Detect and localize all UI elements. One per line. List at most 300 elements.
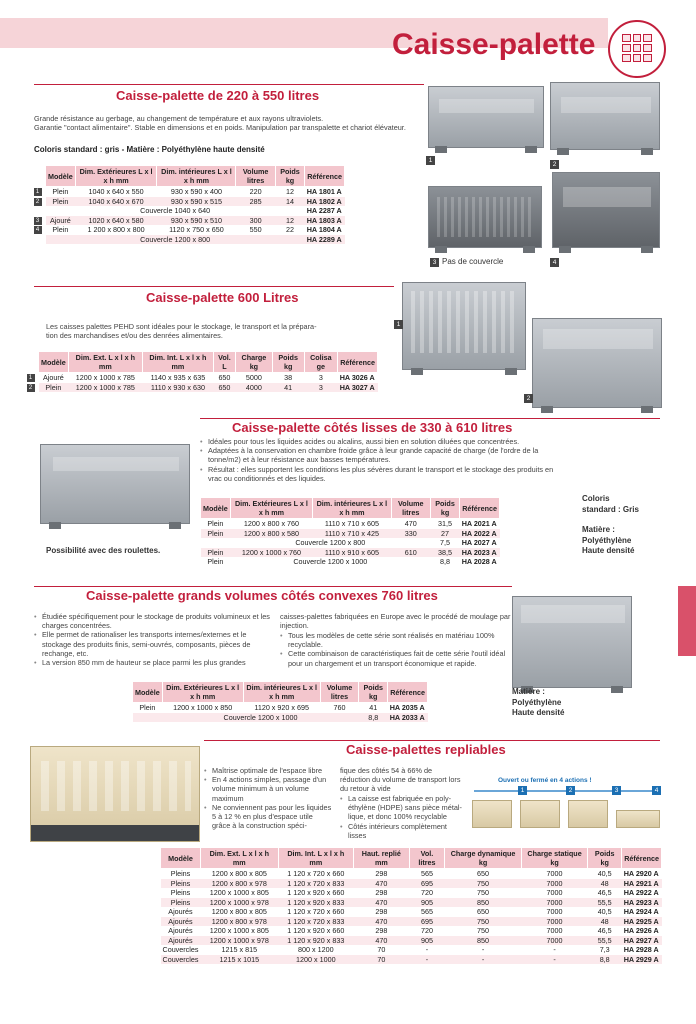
table-header: Dim. intérieures L x l x h mm	[313, 498, 392, 519]
row-number-badge: 2	[27, 384, 35, 392]
table-header: Poids kg	[272, 352, 304, 373]
table-row	[201, 548, 500, 558]
section-divider	[34, 84, 424, 85]
table-header: Dim. Ext. L x l x h mm	[68, 352, 142, 373]
step-image	[520, 800, 560, 828]
table-header: Dim. Ext. L x l x h mm	[200, 848, 278, 869]
table-cell: 470	[353, 936, 409, 946]
feature-item: • Adaptées à la conservation en chambre froide grâce à leur grande capacité de charge (de l'ordre de la tonne/m2) et à leur résistance aux basses températures.	[200, 446, 560, 464]
feature-text: fique des côtés 54 à 66% de réduction du volume de transport lors du retour à vide	[340, 766, 461, 794]
table-cell: HA 2028 A	[461, 557, 497, 566]
image-number-badge: 2	[524, 394, 533, 403]
crate-image	[428, 186, 542, 248]
steps-caption: Ouvert ou fermé en 4 actions !	[498, 777, 592, 784]
table-header: Dim. Int. L x l x h mm	[278, 848, 353, 869]
table-cell: 7000	[521, 898, 587, 908]
table-header: Charge dynamique kg	[445, 848, 522, 869]
table-cell: 1200 x 800 x 760	[243, 519, 300, 528]
table-cell: 720	[420, 926, 433, 935]
table-cell: 41	[272, 383, 304, 393]
table-cell: 46,5	[597, 926, 612, 935]
table-cell: HA 2289 A	[305, 235, 345, 245]
table-cell: 1040 x 640 x 550	[88, 187, 144, 196]
table-row	[46, 225, 345, 235]
crate-image	[532, 318, 662, 408]
table-cell: HA 2928 A	[623, 945, 659, 954]
table-cell: -	[521, 955, 587, 965]
table-row	[201, 557, 500, 567]
table-cell: 48	[588, 917, 622, 927]
table-cell: 48	[588, 879, 622, 889]
table-cell: 650	[218, 373, 231, 382]
table-cell: 1110 x 910 x 605	[313, 548, 392, 558]
table-cell: 695	[409, 917, 444, 927]
table-cell: 1200 x 1000	[278, 955, 353, 965]
table-cell: Couvercle 1200 x 800	[295, 538, 366, 547]
table-cell: 7000	[521, 936, 587, 946]
table-cell: Ajourés	[161, 917, 201, 927]
table-cell: HA 2023 A	[460, 548, 500, 558]
table-cell: 40,5	[597, 869, 612, 878]
table-cell: 1 120 x 720 x 833	[278, 917, 353, 927]
page-title: Caisse-palette	[392, 28, 596, 61]
table-cell: 1 120 x 720 x 833	[278, 879, 353, 889]
table-cell: Ajourés	[168, 926, 193, 935]
table-row	[161, 926, 662, 936]
table-cell: HA 2924 A	[623, 907, 659, 916]
table-row	[161, 879, 662, 889]
table-header: Modèle	[161, 848, 201, 869]
section-description: Garantie "contact alimentaire". Stable en dimensions et en poids. Manipulation par transpalette et chariot élévateur.	[34, 123, 406, 132]
table-cell: 70	[353, 955, 409, 965]
table-cell: Ajouré 3	[46, 216, 76, 226]
table-row	[46, 216, 345, 226]
table-header: Colisa ge	[304, 352, 338, 373]
table-cell: HA 1804 A	[306, 225, 342, 234]
table-cell: Plein 2	[46, 197, 76, 207]
table-cell: 300	[236, 216, 275, 226]
table-cell: 220	[249, 187, 262, 196]
table-cell: 7000	[521, 879, 587, 889]
table-row	[46, 197, 345, 207]
table-cell: 760	[333, 703, 346, 712]
feature-item: • La caisse est fabriquée en poly-éthylène (HDPE) sans pièce métal-lique, et donc 100% recyclable	[340, 794, 464, 822]
product-table	[28, 351, 378, 392]
table-cell: HA 2027 A	[461, 538, 497, 547]
table-cell: -	[445, 955, 522, 965]
table-cell: 1120 x 750 x 650	[169, 225, 224, 234]
table-header: Dim. Extérieures L x l x h mm	[162, 682, 243, 703]
table-cell: 8,8	[440, 557, 451, 566]
table-cell: HA 2923 A	[622, 898, 662, 908]
material-note: Coloris standard : Gris Matière : Polyéthylène Haute densité	[582, 494, 639, 555]
table-cell: 930 x 590 x 515	[157, 197, 236, 207]
row-number-badge: 1	[27, 374, 35, 382]
table-cell: 1200 x 800 x 978	[200, 917, 278, 927]
table-header: Vol. L	[213, 352, 235, 373]
table-cell: 1200 x 800 x 580	[230, 529, 312, 539]
feature-item: • Cette combinaison de caractéristiques fait de cette série l'outil idéal pour un chargement et un transport économique et rapide.	[280, 649, 512, 667]
table-cell: 12	[286, 187, 295, 196]
feature-item: • Tous les modèles de cette série sont réalisés en matériau 100% recyclable.	[280, 631, 512, 649]
table-cell: Plein 4	[46, 225, 76, 235]
table-cell: 470	[353, 879, 409, 889]
table-cell: HA 2926 A	[623, 926, 659, 935]
table-cell: 650	[213, 383, 235, 393]
table-cell: Pleins	[161, 898, 201, 908]
table-cell	[133, 713, 163, 723]
table-row	[46, 235, 345, 245]
feature-item: • Elle permet de rationaliser les transports internes/externes et le stockage des produits finis, semi-ouvrés, composants, pièces de rechange, etc.	[34, 630, 270, 658]
crate-image	[512, 596, 632, 688]
table-cell: 46,5	[597, 888, 612, 897]
table-row	[201, 538, 500, 548]
crate-image	[552, 172, 660, 248]
table-row	[201, 529, 500, 539]
table-header: Dim. intérieures L x l x h mm	[243, 682, 320, 703]
table-header: Vol. litres	[409, 848, 444, 869]
table-row	[133, 713, 428, 723]
table-row	[46, 187, 345, 197]
crate-image	[40, 444, 190, 524]
table-row	[46, 206, 345, 216]
table-cell: 38,5	[430, 548, 459, 558]
table-cell: 610	[391, 548, 430, 558]
table-cell: 5000	[245, 373, 262, 382]
table-row	[161, 869, 662, 879]
table-cell: -	[425, 945, 429, 954]
table-cell: 7000	[546, 869, 563, 878]
feature-list	[280, 631, 512, 668]
table-cell: 41	[369, 703, 378, 712]
table-cell: 3	[318, 373, 323, 382]
table-cell: Ajouré 1	[39, 373, 69, 383]
table-cell: Plein	[139, 703, 156, 712]
table-cell: 800 x 1200	[298, 945, 334, 954]
table-cell: 55,5	[588, 898, 622, 908]
table-cell: 1200 x 1000 x 805	[209, 888, 269, 897]
table-cell: 1 120 x 920 x 833	[278, 898, 353, 908]
table-cell: HA 2929 A	[622, 955, 662, 965]
step-badge: 4	[652, 786, 661, 795]
table-cell: Plein	[201, 548, 231, 558]
table-header: Volume litres	[320, 682, 359, 703]
table-cell: HA 2922 A	[623, 888, 659, 897]
table-cell	[201, 538, 231, 548]
table-cell: 4000	[235, 383, 272, 393]
table-cell: 565	[420, 869, 433, 878]
row-number-badge: 1	[34, 188, 42, 196]
table-header: Modèle	[46, 166, 76, 187]
table-cell: 650	[477, 869, 490, 878]
table-cell: 905	[409, 936, 444, 946]
image-number-badge: 1	[394, 320, 403, 329]
section-description: Grande résistance au gerbage, au changement de température et aux rayons ultraviolets.	[34, 114, 324, 123]
table-cell: 14	[275, 197, 304, 207]
table-cell: 7000	[521, 917, 587, 927]
row-number-badge: 2	[34, 198, 42, 206]
table-cell: Ajourés	[161, 936, 201, 946]
table-cell: 1215 x 815	[221, 945, 258, 954]
table-cell: 1200 x 1000 x 760	[230, 548, 312, 558]
table-cell: HA 3026 A	[339, 373, 375, 382]
table-row	[161, 945, 662, 955]
table-cell: 1 200 x 800 x 800	[87, 225, 145, 234]
step-image	[616, 810, 660, 828]
feature-item: • Étudiée spécifiquement pour le stockage de produits volumineux et les charges concentrées.	[34, 612, 270, 630]
table-cell: 1 120 x 720 x 660	[287, 907, 345, 916]
table-cell: 1110 x 710 x 425	[313, 529, 392, 539]
table-cell: 930 x 590 x 510	[157, 216, 236, 226]
feature-text: caisses-palettes fabriquées en Europe avec le procédé de moulage par injection.	[280, 612, 511, 631]
folding-steps-diagram	[470, 786, 662, 832]
table-cell: HA 2925 A	[622, 917, 662, 927]
table-cell: 650	[477, 907, 490, 916]
table-cell: HA 2287 A	[306, 206, 342, 215]
table-row	[201, 519, 500, 529]
table-row	[133, 703, 428, 713]
table-cell: Ajourés	[168, 907, 193, 916]
table-cell: 1 120 x 920 x 660	[287, 888, 345, 897]
table-cell: 695	[409, 879, 444, 889]
table-cell: HA 2920 A	[623, 869, 659, 878]
table-cell: Plein 1	[46, 187, 76, 197]
table-cell: Plein	[207, 557, 224, 566]
table-cell: 27	[430, 529, 459, 539]
table-row	[161, 955, 662, 965]
row-number-badge: 4	[34, 226, 42, 234]
table-cell: 298	[375, 926, 388, 935]
product-table	[200, 497, 500, 567]
table-cell: HA 2022 A	[460, 529, 500, 539]
table-cell: 1140 x 935 x 635	[150, 373, 206, 382]
table-header: Haut. replié mm	[353, 848, 409, 869]
table-header: Volume litres	[391, 498, 430, 519]
table-cell: 1040 x 640 x 670	[75, 197, 157, 207]
table-cell: 1200 x 800 x 978	[200, 879, 278, 889]
section-title: Caisse-palette 600 Litres	[146, 290, 299, 305]
table-cell: 22	[286, 225, 295, 234]
table-cell: 1110 x 930 x 630	[142, 383, 213, 393]
product-table	[132, 681, 428, 722]
table-header: Volume litres	[236, 166, 275, 187]
table-cell: Pleins	[170, 869, 191, 878]
table-cell: 3	[304, 383, 338, 393]
table-cell: 850	[445, 898, 522, 908]
feature-item: • Maîtrise optimale de l'espace libre	[204, 766, 332, 775]
table-cell: HA 2033 A	[388, 713, 428, 723]
table-cell: 38	[284, 373, 293, 382]
section-title: Caisse-palette côtés lisses de 330 à 610 litres	[232, 420, 513, 435]
section-divider	[204, 740, 660, 741]
section-divider	[34, 586, 512, 587]
row-number-badge: 3	[34, 217, 42, 225]
pallet-crate-icon	[608, 20, 666, 78]
table-header: Référence	[460, 498, 500, 519]
table-cell: Plein 2	[39, 383, 69, 393]
table-cell: 8,8	[359, 713, 388, 723]
material-note: Coloris standard : gris - Matière : Polyéthylène haute densité	[34, 145, 265, 154]
table-header: Charge statique kg	[521, 848, 587, 869]
table-header: Poids kg	[359, 682, 388, 703]
section-description: tion des marchandises et/ou des denrées alimentaires.	[46, 331, 223, 340]
table-cell: 1020 x 640 x 580	[75, 216, 157, 226]
table-cell: 7000	[546, 926, 563, 935]
table-cell: 8,8	[588, 955, 622, 965]
table-cell: Couvercle 1040 x 640	[140, 206, 211, 215]
table-cell: 905	[409, 898, 444, 908]
table-header: Référence	[622, 848, 662, 869]
table-cell: -	[553, 945, 556, 954]
table-header: Référence	[338, 352, 378, 373]
table-cell: HA 2921 A	[622, 879, 662, 889]
product-table	[160, 847, 662, 964]
table-cell: 750	[477, 926, 490, 935]
table-cell: Plein	[207, 519, 224, 528]
table-cell: HA 2035 A	[389, 703, 425, 712]
table-cell: 1200 x 1000 x 850	[173, 703, 233, 712]
table-cell: 7,3	[599, 945, 610, 954]
table-row	[39, 373, 378, 383]
table-cell: 720	[420, 888, 433, 897]
table-header: Dim. Extérieures L x l x h mm	[75, 166, 157, 187]
product-table	[35, 165, 345, 244]
table-cell: Couvercle 1200 x 1000	[293, 557, 368, 566]
table-cell: 1 120 x 920 x 833	[278, 936, 353, 946]
table-cell: HA 1803 A	[305, 216, 345, 226]
table-cell: 40,5	[597, 907, 612, 916]
table-cell: 12	[275, 216, 304, 226]
table-cell: 470	[353, 917, 409, 927]
table-cell: 298	[375, 888, 388, 897]
image-caption: Possibilité avec des roulettes.	[46, 546, 161, 555]
table-header: Référence	[388, 682, 428, 703]
section-divider	[200, 418, 660, 419]
table-cell: 1200 x 1000 x 785	[68, 383, 142, 393]
section-description: Les caisses palettes PEHD sont idéales pour le stockage, le transport et la prépara-	[46, 322, 317, 331]
table-row	[39, 383, 378, 393]
table-row	[161, 936, 662, 946]
feature-item: • En 4 actions simples, passage d'un volume minimum à un volume maximum	[204, 775, 332, 803]
table-cell: 330	[391, 529, 430, 539]
side-tab	[678, 586, 696, 656]
step-image	[568, 800, 608, 828]
table-cell: 850	[445, 936, 522, 946]
step-image	[472, 800, 512, 828]
table-cell: 565	[420, 907, 433, 916]
table-cell: 550	[249, 225, 262, 234]
feature-list	[340, 794, 464, 840]
table-cell: 298	[375, 907, 388, 916]
feature-list	[34, 612, 270, 667]
image-caption: Pas de couvercle	[442, 257, 504, 266]
table-header: Modèle	[39, 352, 69, 373]
table-cell: Pleins	[161, 879, 201, 889]
table-cell: 750	[445, 879, 522, 889]
table-cell: HA 1801 A	[306, 187, 342, 196]
table-cell: 1215 x 1015	[200, 955, 278, 965]
table-cell: 1200 x 1000 x 978	[200, 936, 278, 946]
table-header: Poids kg	[275, 166, 304, 187]
table-row	[161, 907, 662, 917]
table-cell: 1110 x 710 x 605	[324, 519, 379, 528]
table-cell: Couvercles	[162, 954, 199, 964]
section-title: Caisse-palette de 220 à 550 litres	[116, 88, 320, 103]
table-row	[161, 888, 662, 898]
table-cell: -	[409, 955, 444, 965]
table-header: Dim. intérieures L x l x h mm	[157, 166, 236, 187]
table-cell: Pleins	[170, 888, 191, 897]
feature-item: • La version 850 mm de hauteur se place parmi les plus grandes	[34, 658, 270, 667]
table-header: Poids kg	[588, 848, 622, 869]
table-cell: 31,5	[438, 519, 453, 528]
feature-item: • Ne conviennent pas pour les liquides 5 à 12 % en plus d'espace utile grâce à la construction spéci-	[204, 803, 332, 831]
table-cell: HA 3027 A	[338, 383, 378, 393]
table-cell: 470	[353, 898, 409, 908]
table-cell: 750	[445, 917, 522, 927]
table-cell: 1 120 x 720 x 660	[287, 869, 345, 878]
section-divider	[34, 286, 394, 287]
table-row	[161, 917, 662, 927]
table-cell: 298	[375, 869, 388, 878]
table-cell: 1 120 x 920 x 660	[287, 926, 345, 935]
table-cell: Couvercle 1200 x 1000	[162, 713, 359, 723]
table-header: Charge kg	[235, 352, 272, 373]
table-cell: 1200 x 800 x 805	[211, 869, 267, 878]
table-cell: 1200 x 800 x 805	[211, 907, 267, 916]
table-cell: Couvercle 1200 x 800	[46, 235, 305, 245]
crate-image	[550, 82, 660, 150]
table-cell: 285	[236, 197, 275, 207]
step-badge: 1	[518, 786, 527, 795]
feature-item: • Résultat : elles supportent les conditions les plus sévères durant le transport et le stockage des produits en vrac ou conditionnés et des liquides.	[200, 465, 560, 483]
feature-list	[200, 437, 560, 483]
table-cell: 7,5	[440, 538, 451, 547]
material-note: Matière : Polyéthylène Haute densité	[512, 687, 565, 717]
section-title: Caisse-palettes repliables	[346, 742, 506, 757]
table-cell: HA 1802 A	[305, 197, 345, 207]
table-cell: 470	[404, 519, 417, 528]
feature-item: • Côtés intérieurs complètement lisses	[340, 822, 464, 840]
crate-image	[402, 282, 526, 370]
table-header: Dim. Extérieures L x l x h mm	[230, 498, 312, 519]
table-cell: Plein	[201, 529, 231, 539]
table-cell: 1200 x 1000 x 785	[75, 373, 135, 382]
feature-list	[204, 766, 332, 830]
table-cell: HA 2927 A	[622, 936, 662, 946]
table-cell: 7000	[546, 907, 563, 916]
table-header: Poids kg	[430, 498, 459, 519]
image-number-badge: 4	[550, 258, 559, 267]
section-title: Caisse-palette grands volumes côtés convexes 760 litres	[86, 588, 438, 603]
table-header: Dim. Int. L x l x h mm	[142, 352, 213, 373]
table-row	[161, 898, 662, 908]
table-cell: 1200 x 1000 x 978	[200, 898, 278, 908]
image-number-badge: 3	[430, 258, 439, 267]
image-number-badge: 1	[426, 156, 435, 165]
image-number-badge: 2	[550, 160, 559, 169]
step-badge: 2	[566, 786, 575, 795]
table-cell: 70	[377, 945, 386, 954]
table-cell: 930 x 590 x 400	[170, 187, 222, 196]
table-cell: 750	[477, 888, 490, 897]
table-header: Référence	[305, 166, 345, 187]
table-header: Modèle	[133, 682, 163, 703]
feature-item: • Idéales pour tous les liquides acides ou alcalins, aussi bien en solution diluées que concentrées.	[200, 437, 560, 446]
table-cell: HA 2021 A	[461, 519, 497, 528]
table-cell: 1120 x 920 x 695	[254, 703, 309, 712]
table-cell: 55,5	[588, 936, 622, 946]
